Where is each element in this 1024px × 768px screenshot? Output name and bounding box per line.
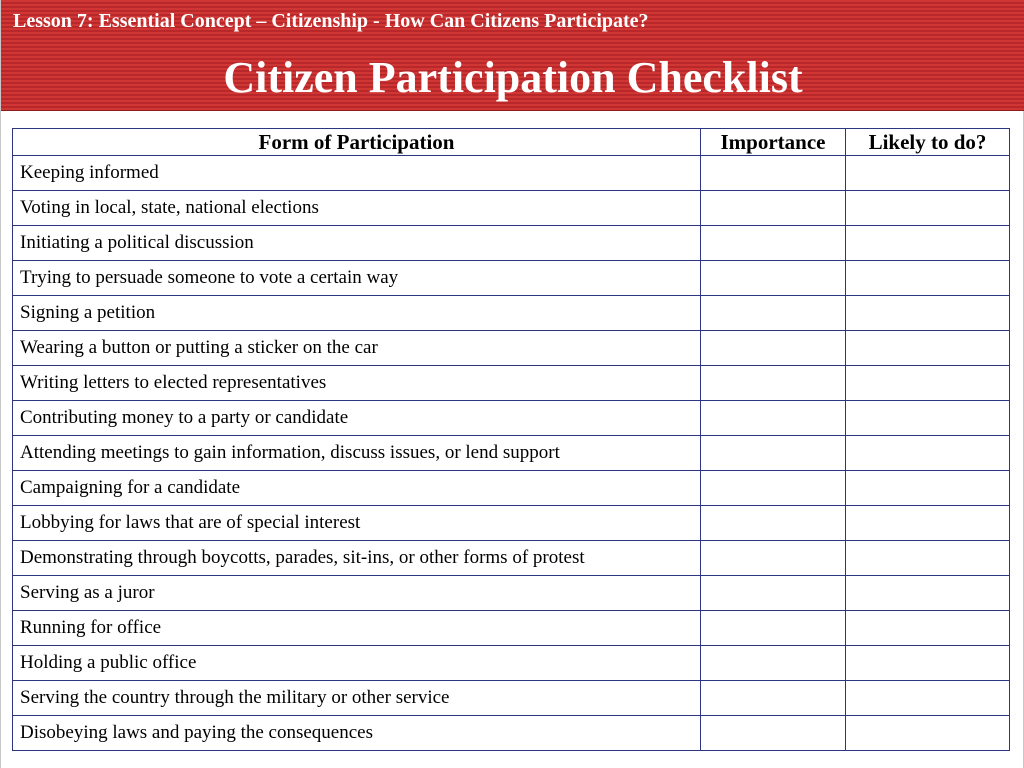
table-row [13, 646, 1010, 681]
table-row [13, 156, 1010, 191]
importance-cell[interactable] [701, 471, 846, 506]
likely-to-do-cell[interactable] [846, 716, 1010, 751]
participation-form-cell: Writing letters to elected representatives [13, 366, 701, 401]
likely-to-do-cell[interactable] [846, 156, 1010, 191]
likely-to-do-cell[interactable] [846, 331, 1010, 366]
importance-cell[interactable] [701, 226, 846, 261]
likely-to-do-cell[interactable] [846, 226, 1010, 261]
checklist-table [12, 128, 1010, 751]
importance-cell[interactable] [701, 436, 846, 471]
importance-cell[interactable] [701, 681, 846, 716]
importance-cell[interactable] [701, 296, 846, 331]
table-row [13, 226, 1010, 261]
participation-form-cell: Lobbying for laws that are of special interest [13, 506, 701, 541]
importance-cell[interactable] [701, 576, 846, 611]
column-header-importance: Importance [701, 129, 846, 156]
participation-form-cell: Attending meetings to gain information, discuss issues, or lend support [13, 436, 701, 471]
importance-cell[interactable] [701, 331, 846, 366]
importance-cell[interactable] [701, 191, 846, 226]
table-header-row [13, 129, 1010, 156]
likely-to-do-cell[interactable] [846, 401, 1010, 436]
participation-form-cell: Initiating a political discussion [13, 226, 701, 261]
table-row [13, 191, 1010, 226]
participation-form-cell: Wearing a button or putting a sticker on the car [13, 331, 701, 366]
table-row [13, 261, 1010, 296]
table-row [13, 436, 1010, 471]
table-row [13, 681, 1010, 716]
table-row [13, 296, 1010, 331]
importance-cell[interactable] [701, 716, 846, 751]
participation-form-cell: Signing a petition [13, 296, 701, 331]
participation-form-cell: Holding a public office [13, 646, 701, 681]
table-row [13, 471, 1010, 506]
importance-cell[interactable] [701, 611, 846, 646]
likely-to-do-cell[interactable] [846, 471, 1010, 506]
importance-cell[interactable] [701, 366, 846, 401]
table-row [13, 506, 1010, 541]
table-row [13, 541, 1010, 576]
likely-to-do-cell[interactable] [846, 506, 1010, 541]
participation-form-cell: Serving as a juror [13, 576, 701, 611]
likely-to-do-cell[interactable] [846, 191, 1010, 226]
likely-to-do-cell[interactable] [846, 296, 1010, 331]
table-row [13, 576, 1010, 611]
importance-cell[interactable] [701, 646, 846, 681]
table-row [13, 331, 1010, 366]
participation-form-cell: Serving the country through the military or other service [13, 681, 701, 716]
table-row [13, 716, 1010, 751]
participation-form-cell: Contributing money to a party or candidate [13, 401, 701, 436]
page-title: Citizen Participation Checklist [223, 53, 803, 102]
likely-to-do-cell[interactable] [846, 541, 1010, 576]
participation-form-cell: Demonstrating through boycotts, parades, sit-ins, or other forms of protest [13, 541, 701, 576]
table-row [13, 366, 1010, 401]
likely-to-do-cell[interactable] [846, 366, 1010, 401]
participation-form-cell: Keeping informed [13, 156, 701, 191]
header-banner [1, 0, 1024, 111]
participation-form-cell: Running for office [13, 611, 701, 646]
table-row [13, 611, 1010, 646]
participation-form-cell: Disobeying laws and paying the consequences [13, 716, 701, 751]
likely-to-do-cell[interactable] [846, 436, 1010, 471]
column-header-form: Form of Participation [13, 129, 701, 156]
likely-to-do-cell[interactable] [846, 646, 1010, 681]
likely-to-do-cell[interactable] [846, 576, 1010, 611]
likely-to-do-cell[interactable] [846, 261, 1010, 296]
table-row [13, 401, 1010, 436]
importance-cell[interactable] [701, 541, 846, 576]
importance-cell[interactable] [701, 156, 846, 191]
lesson-subtitle: Lesson 7: Essential Concept – Citizenship - How Can Citizens Participate? [13, 10, 649, 32]
column-header-likely: Likely to do? [846, 129, 1010, 156]
likely-to-do-cell[interactable] [846, 681, 1010, 716]
checklist-table-container [12, 128, 1009, 751]
importance-cell[interactable] [701, 261, 846, 296]
participation-form-cell: Campaigning for a candidate [13, 471, 701, 506]
importance-cell[interactable] [701, 506, 846, 541]
participation-form-cell: Trying to persuade someone to vote a certain way [13, 261, 701, 296]
importance-cell[interactable] [701, 401, 846, 436]
likely-to-do-cell[interactable] [846, 611, 1010, 646]
participation-form-cell: Voting in local, state, national elections [13, 191, 701, 226]
